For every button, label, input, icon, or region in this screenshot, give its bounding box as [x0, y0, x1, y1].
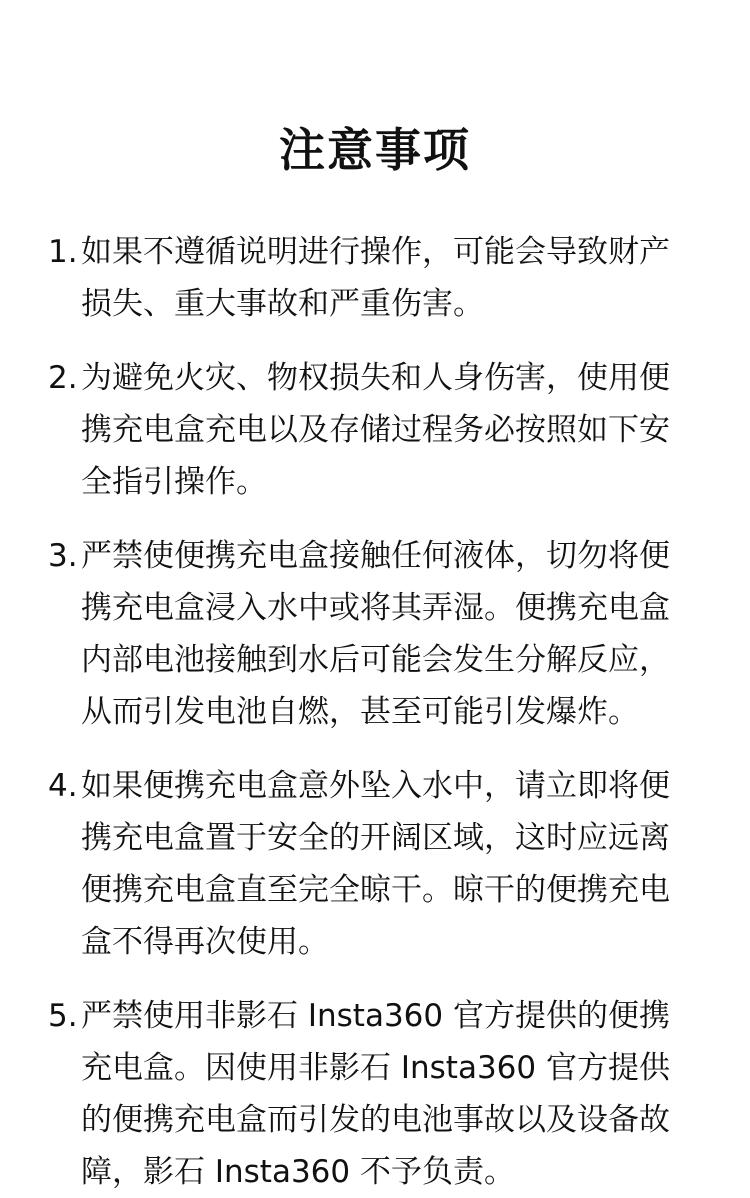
notice-item-2: [48, 352, 702, 508]
notice-text: 如果便携充电盒意外坠入水中，请立即将便携充电盒置于安全的开阔区域，这时应远离便携充电盒直至完全晾干。晾干的便携充电盒不得再次使用。: [81, 768, 670, 960]
notice-number: 2.: [48, 360, 78, 396]
notice-text: 严禁使用非影石 Insta360 官方提供的便携充电盒。因使用非影石 Insta360 官方提供的便携充电盒而引发的电池事故以及设备故障，影石 Insta360 不予负责。: [81, 998, 670, 1190]
notice-text: 如果不遵循说明进行操作，可能会导致财产损失、重大事故和严重伤害。: [81, 234, 670, 322]
notice-number: 1.: [48, 234, 78, 270]
notice-number: 3.: [48, 538, 78, 574]
notice-text: 严禁使便携充电盒接触任何液体，切勿将便携充电盒浸入水中或将其弄湿。便携充电盒内部电池接触到水后可能会发生分解反应，从而引发电池自燃，甚至可能引发爆炸。: [81, 538, 670, 730]
notice-number: 4.: [48, 768, 78, 804]
notice-item-5: [48, 990, 702, 1198]
page-title: 注意事项: [279, 123, 471, 177]
notice-item-3: [48, 530, 702, 738]
notice-item-1: [48, 226, 702, 330]
notice-item-4: [48, 760, 702, 968]
notice-list: [48, 226, 702, 1198]
notice-text: 为避免火灾、物权损失和人身伤害，使用便携充电盒充电以及存储过程务必按照如下安全指引操作。: [81, 360, 670, 500]
notice-number: 5.: [48, 998, 78, 1034]
